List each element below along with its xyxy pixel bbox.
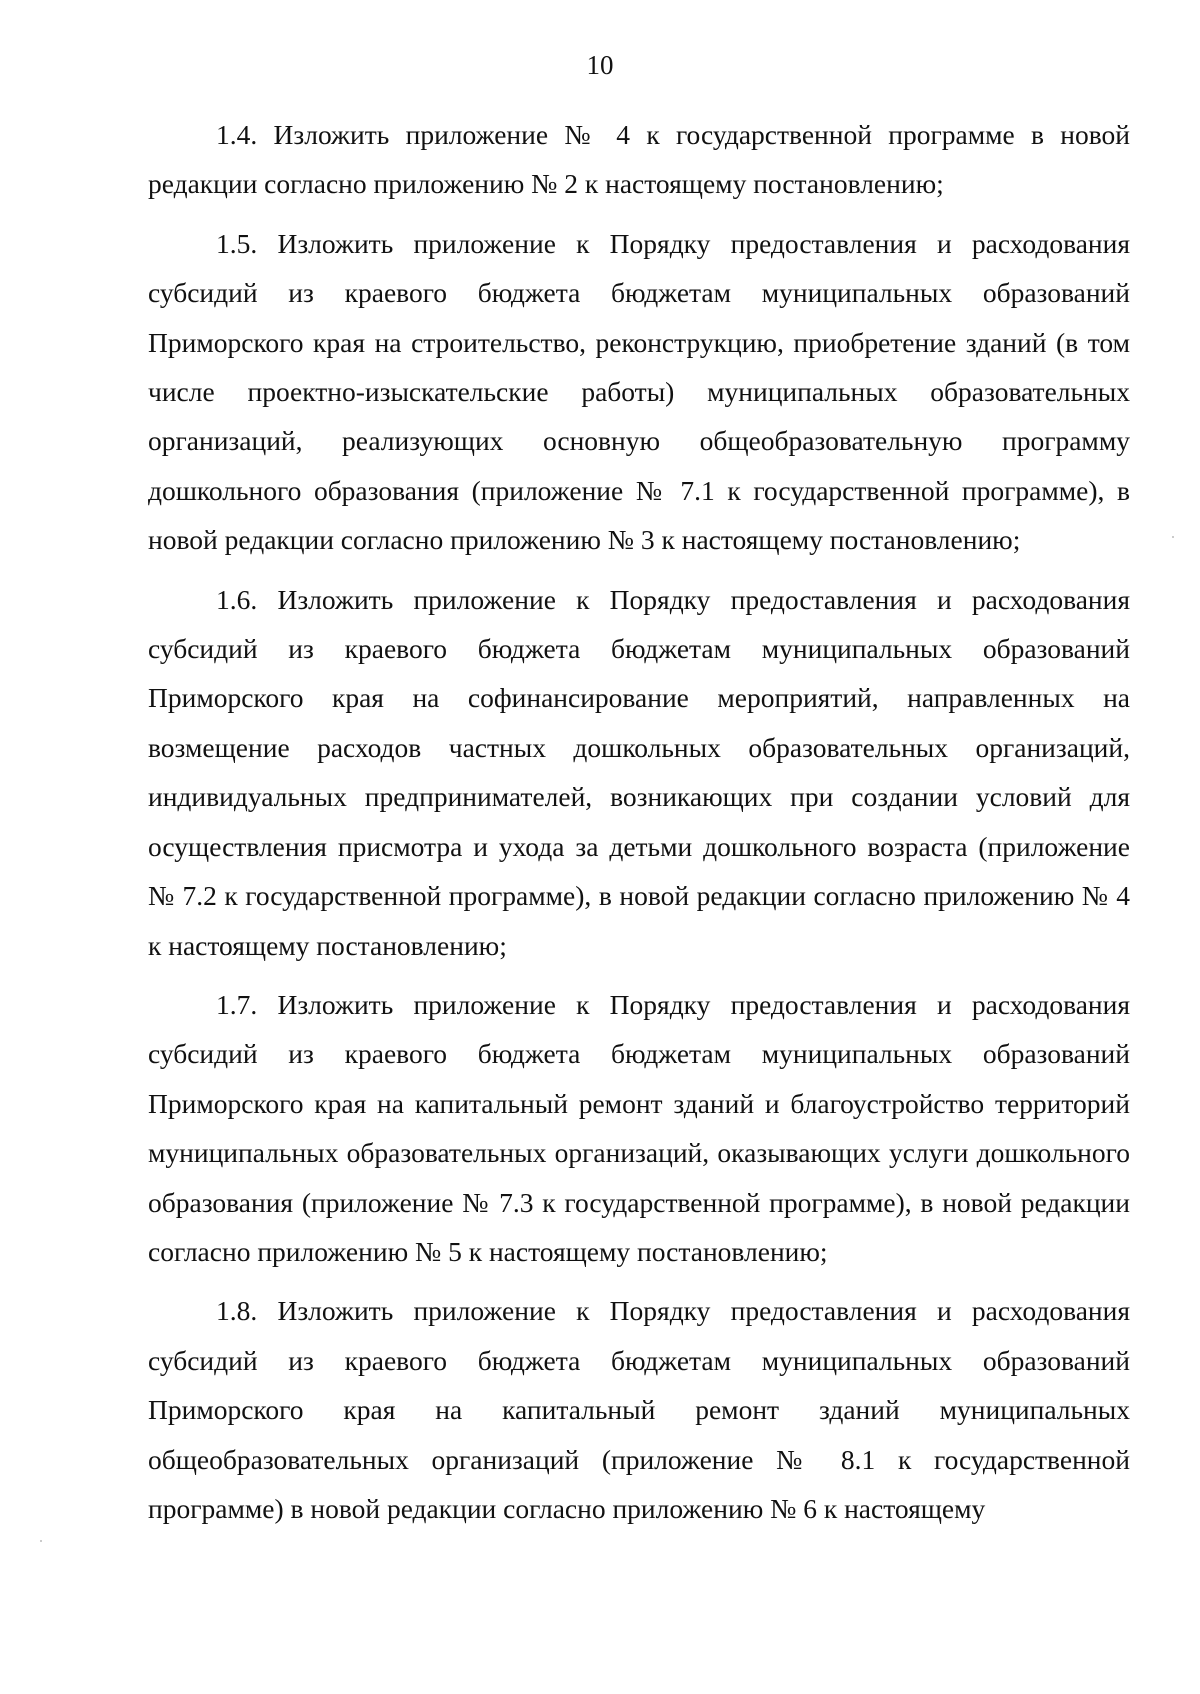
paragraph-1-7: 1.7. Изложить приложение к Порядку предоставления и расходования субсидий из краевого бюджета бюджетам муниципальных образований Приморского края на капитальный ремонт зданий и благоустройство территорий муниципальных образовательных организаций, оказывающих услуги дошкольного образования (приложение № 7.3 к государственной программе), в новой редакции согласно приложению № 5 к настоящему постановлению; xyxy=(148,988,1130,1267)
scan-speck xyxy=(1172,536,1174,538)
page-number: 10 xyxy=(586,50,614,80)
paragraph-1-6: 1.6. Изложить приложение к Порядку предоставления и расходования субсидий из краевого бюджета бюджетам муниципальных образований Приморского края на софинансирование мероприятий, направленных на возмещение расходов частных дошкольных образовательных организаций, индивидуальных предпринимателей, возникающих при создании условий для осуществления присмотра и ухода за детьми дошкольного возраста (приложение № 7.2 к государственной программе), в новой редакции согласно приложению № 4 к настоящему постановлению; xyxy=(148,583,1130,961)
document-body xyxy=(148,110,1130,1543)
paragraph-1-8: 1.8. Изложить приложение к Порядку предоставления и расходования субсидий из краевого бюджета бюджетам муниципальных образований Приморского края на капитальный ремонт зданий муниципальных общеобразовательных организаций (приложение № 8.1 к государственной программе) в новой редакции согласно приложению № 6 к настоящему xyxy=(148,1295,1130,1524)
paragraph-1-5: 1.5. Изложить приложение к Порядку предоставления и расходования субсидий из краевого бюджета бюджетам муниципальных образований Приморского края на строительство, реконструкцию, приобретение зданий (в том числе проектно-изыскательские работы) муниципальных образовательных организаций, реализующих основную общеобразовательную программу дошкольного образования (приложение № 7.1 к государственной программе), в новой редакции согласно приложению № 3 к настоящему постановлению; xyxy=(148,227,1130,556)
scan-speck xyxy=(40,1540,42,1542)
paragraph-1-4: 1.4. Изложить приложение № 4 к государственной программе в новой редакции согласно приложению № 2 к настоящему постановлению; xyxy=(148,119,1130,200)
